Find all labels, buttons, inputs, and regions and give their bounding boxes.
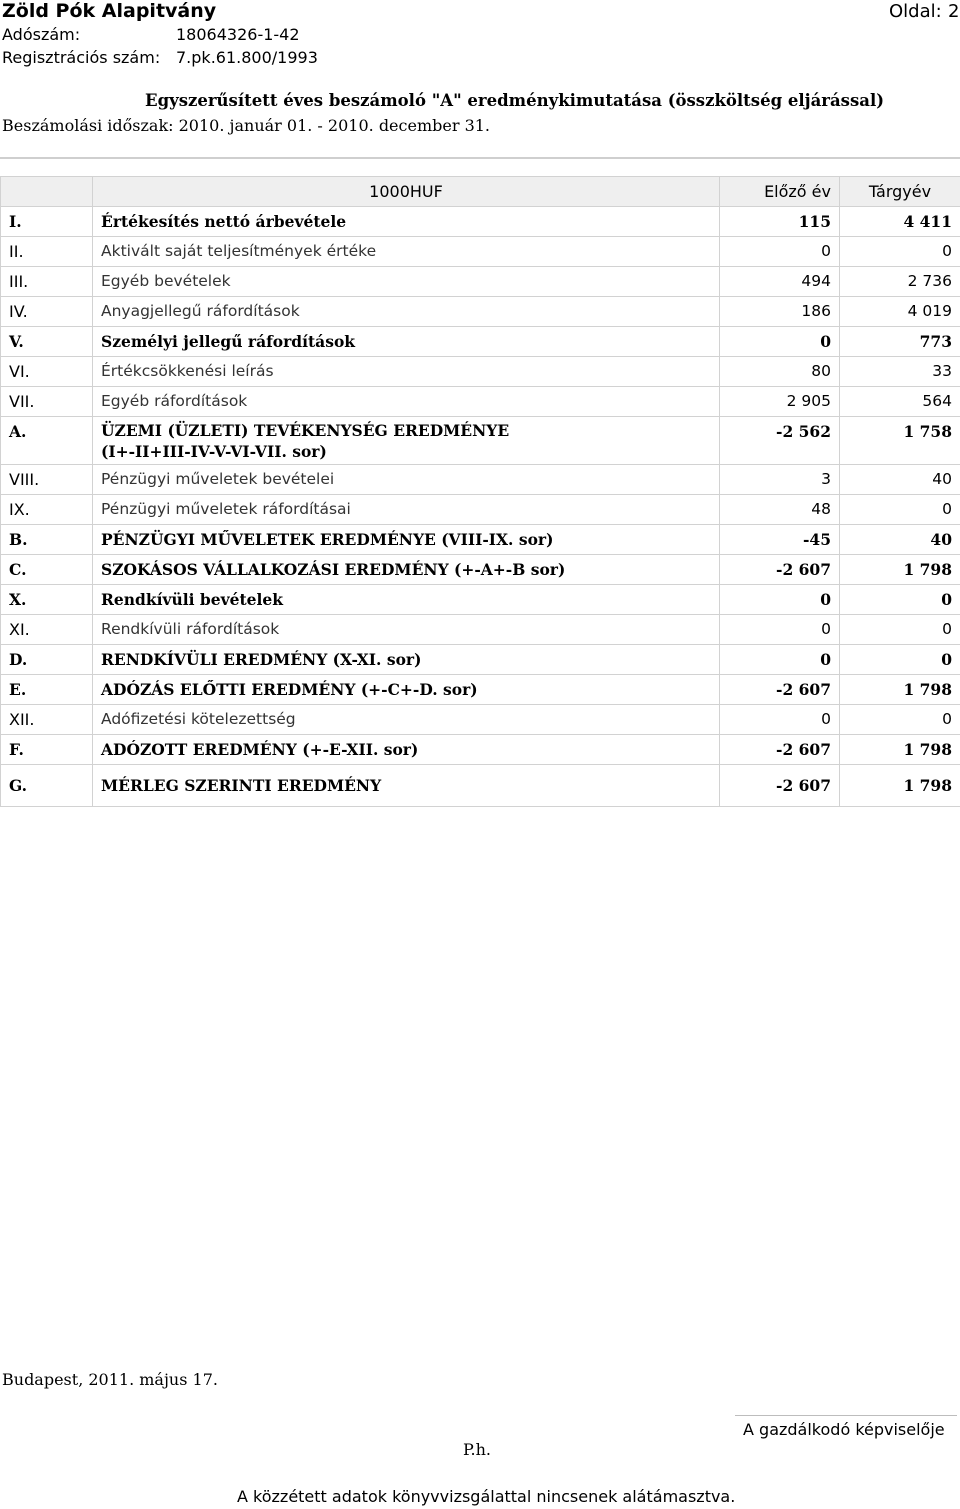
seal-placeholder: P.h. xyxy=(463,1440,491,1459)
row-code: D. xyxy=(1,645,93,675)
current-year-value: 0 xyxy=(840,615,960,645)
previous-year-value: -2 607 xyxy=(720,555,840,585)
row-code: A. xyxy=(1,417,93,465)
row-label xyxy=(93,555,720,585)
row-label-text: SZOKÁSOS VÁLLALKOZÁSI EREDMÉNY (+-A+-B sor) xyxy=(101,560,566,579)
row-label xyxy=(93,357,720,387)
row-label xyxy=(93,705,720,735)
table-row xyxy=(1,735,960,765)
header-divider xyxy=(0,157,960,159)
previous-year-value: -45 xyxy=(720,525,840,555)
signature-line xyxy=(735,1415,957,1416)
previous-year-value: 186 xyxy=(720,297,840,327)
row-code: V. xyxy=(1,327,93,357)
previous-year-value: 48 xyxy=(720,495,840,525)
current-year-value: 773 xyxy=(840,327,960,357)
organization-name: Zöld Pók Alapitvány xyxy=(2,0,217,22)
current-year-header: Tárgyév xyxy=(840,177,960,207)
previous-year-value: -2 607 xyxy=(720,765,840,807)
row-code: XII. xyxy=(1,705,93,735)
row-label xyxy=(93,465,720,495)
page-number: 2 xyxy=(948,1,960,22)
header-code-cell xyxy=(1,177,93,207)
row-code: C. xyxy=(1,555,93,585)
table-row xyxy=(1,357,960,387)
row-label xyxy=(93,615,720,645)
row-label xyxy=(93,675,720,705)
table-row xyxy=(1,465,960,495)
row-label-text: Rendkívüli ráfordítások xyxy=(101,620,280,638)
table-row xyxy=(1,237,960,267)
current-year-value: 0 xyxy=(840,495,960,525)
row-label xyxy=(93,645,720,675)
income-statement-table xyxy=(0,176,960,807)
current-year-value: 0 xyxy=(840,705,960,735)
row-label-text: Pénzügyi műveletek ráfordításai xyxy=(101,500,351,518)
row-label xyxy=(93,207,720,237)
table-row xyxy=(1,615,960,645)
row-label xyxy=(93,735,720,765)
previous-year-value: 0 xyxy=(720,327,840,357)
previous-year-value: 3 xyxy=(720,465,840,495)
current-year-value: 40 xyxy=(840,525,960,555)
previous-year-value: -2 562 xyxy=(720,417,840,465)
row-label-text: Értékcsökkenési leírás xyxy=(101,362,274,380)
row-code: IV. xyxy=(1,297,93,327)
report-title: Egyszerűsített éves beszámoló "A" eredménykimutatása (összköltség eljárással) xyxy=(145,91,885,110)
row-code: I. xyxy=(1,207,93,237)
row-code: F. xyxy=(1,735,93,765)
table-row xyxy=(1,705,960,735)
row-label-text: RENDKÍVÜLI EREDMÉNY (X-XI. sor) xyxy=(101,650,422,669)
table-row xyxy=(1,765,960,807)
row-label-text: Értékesítés nettó árbevétele xyxy=(101,212,347,231)
previous-year-value: 0 xyxy=(720,615,840,645)
row-label-text: Egyéb bevételek xyxy=(101,272,231,290)
row-label xyxy=(93,297,720,327)
previous-year-value: 0 xyxy=(720,585,840,615)
row-label-text: Pénzügyi műveletek bevételei xyxy=(101,470,335,488)
row-code: G. xyxy=(1,765,93,807)
previous-year-value: 2 905 xyxy=(720,387,840,417)
row-label-text: Adófizetési kötelezettség xyxy=(101,710,296,728)
row-label-text: Rendkívüli bevételek xyxy=(101,590,284,609)
row-label-text: PÉNZÜGYI MŰVELETEK EREDMÉNYE (VIII-IX. sor) xyxy=(101,530,554,549)
current-year-value: 0 xyxy=(840,645,960,675)
row-code: IX. xyxy=(1,495,93,525)
registration-number-label: Regisztrációs szám: xyxy=(2,48,161,67)
table-row xyxy=(1,585,960,615)
row-code: VII. xyxy=(1,387,93,417)
row-label-text: ÜZEMI (ÜZLETI) TEVÉKENYSÉG EREDMÉNYE xyxy=(101,421,510,440)
row-label-text: Egyéb ráfordítások xyxy=(101,392,248,410)
row-label-text: Anyagjellegű ráfordítások xyxy=(101,302,300,320)
current-year-value: 40 xyxy=(840,465,960,495)
row-code: VI. xyxy=(1,357,93,387)
previous-year-value: 115 xyxy=(720,207,840,237)
current-year-value: 0 xyxy=(840,237,960,267)
row-label xyxy=(93,525,720,555)
current-year-value: 1 798 xyxy=(840,735,960,765)
row-label xyxy=(93,765,720,807)
table-row xyxy=(1,675,960,705)
current-year-value: 1 758 xyxy=(840,417,960,465)
table-row xyxy=(1,645,960,675)
table-row xyxy=(1,297,960,327)
row-label-text: ADÓZÁS ELŐTTI EREDMÉNY (+-C+-D. sor) xyxy=(101,680,478,699)
audit-disclaimer: A közzétett adatok könyvvizsgálattal nincsenek alátámasztva. xyxy=(237,1487,736,1506)
previous-year-header: Előző év xyxy=(720,177,840,207)
previous-year-value: 0 xyxy=(720,705,840,735)
row-label-text: MÉRLEG SZERINTI EREDMÉNY xyxy=(101,776,382,795)
row-code: XI. xyxy=(1,615,93,645)
signature-date: Budapest, 2011. május 17. xyxy=(2,1370,218,1389)
row-label xyxy=(93,327,720,357)
row-label xyxy=(93,387,720,417)
current-year-value: 4 019 xyxy=(840,297,960,327)
current-year-value: 33 xyxy=(840,357,960,387)
previous-year-value: 0 xyxy=(720,237,840,267)
current-year-value: 4 411 xyxy=(840,207,960,237)
current-year-value: 1 798 xyxy=(840,765,960,807)
table-row xyxy=(1,525,960,555)
table-header-row xyxy=(1,177,960,207)
row-code: B. xyxy=(1,525,93,555)
row-label xyxy=(93,495,720,525)
page-label: Oldal: xyxy=(889,1,942,22)
row-label xyxy=(93,237,720,267)
row-code: E. xyxy=(1,675,93,705)
row-label-formula: (I+-II+III-IV-V-VI-VII. sor) xyxy=(101,442,327,461)
current-year-value: 564 xyxy=(840,387,960,417)
row-label-text: Aktivált saját teljesítmények értéke xyxy=(101,242,377,260)
current-year-value: 1 798 xyxy=(840,555,960,585)
row-label xyxy=(93,585,720,615)
current-year-value: 0 xyxy=(840,585,960,615)
currency-unit-header: 1000HUF xyxy=(93,177,720,207)
table-row xyxy=(1,387,960,417)
previous-year-value: -2 607 xyxy=(720,675,840,705)
row-code: VIII. xyxy=(1,465,93,495)
previous-year-value: 0 xyxy=(720,645,840,675)
table-row xyxy=(1,417,960,465)
table-row xyxy=(1,207,960,237)
row-label-text: Személyi jellegű ráfordítások xyxy=(101,332,356,351)
row-label xyxy=(93,417,720,465)
previous-year-value: -2 607 xyxy=(720,735,840,765)
registration-number-value: 7.pk.61.800/1993 xyxy=(176,48,318,67)
current-year-value: 1 798 xyxy=(840,675,960,705)
current-year-value: 2 736 xyxy=(840,267,960,297)
row-code: III. xyxy=(1,267,93,297)
tax-number-value: 18064326-1-42 xyxy=(176,25,300,44)
row-code: X. xyxy=(1,585,93,615)
previous-year-value: 80 xyxy=(720,357,840,387)
row-label xyxy=(93,267,720,297)
table-row xyxy=(1,495,960,525)
row-label-text: ADÓZOTT EREDMÉNY (+-E-XII. sor) xyxy=(101,740,419,759)
signatory-title: A gazdálkodó képviselője xyxy=(743,1420,945,1439)
table-row xyxy=(1,555,960,585)
table-row xyxy=(1,327,960,357)
report-period: Beszámolási időszak: 2010. január 01. - 2010. december 31. xyxy=(2,116,491,135)
tax-number-label: Adószám: xyxy=(2,25,81,44)
table-row xyxy=(1,267,960,297)
previous-year-value: 494 xyxy=(720,267,840,297)
row-code: II. xyxy=(1,237,93,267)
